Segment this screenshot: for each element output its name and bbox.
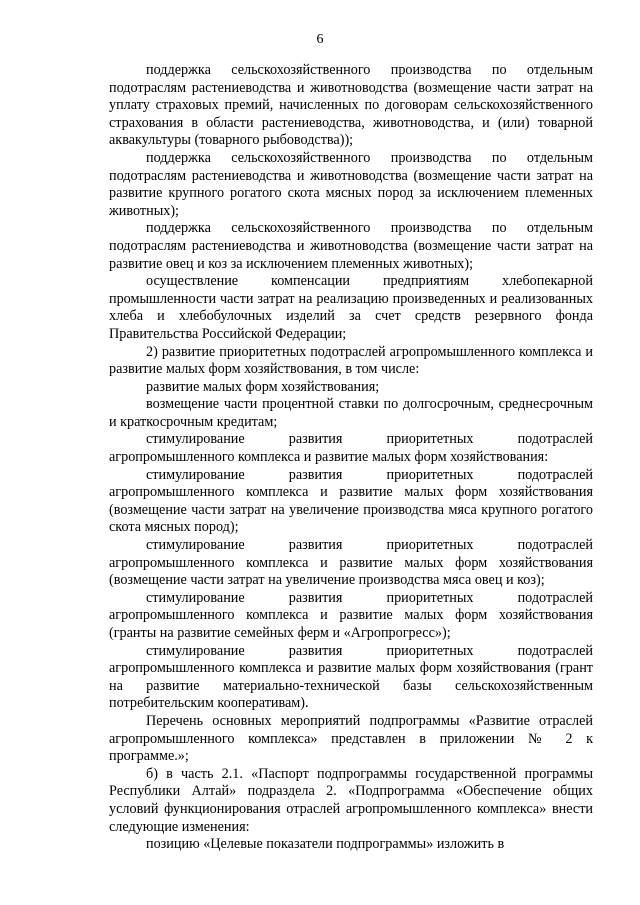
paragraph-stimulation-intro: стимулирование развития приоритетных подотраслей агропромышленного комплекса и развитие малых форм хозяйствования: (109, 431, 593, 466)
paragraph-interest-rate: возмещение части процентной ставки по долгосрочным, среднесрочным и краткосрочным кредитам; (109, 396, 593, 430)
document-body (109, 62, 593, 854)
paragraph-insurance-support: поддержка сельскохозяйственного производства по отдельным подотраслям растениеводства и животноводства (возмещение части затрат на уплату страховых премий, начисленных по договорам сельскохозяйственного страхования в области растениеводства, животноводства, и (или) товарной аквакультуры (товарного рыбоводства)); (109, 62, 593, 149)
paragraph-item-2: 2) развитие приоритетных подотраслей агропромышленного комплекса и развитие малых форм хозяйствования, в том числе: (109, 343, 593, 378)
paragraph-target-indicators: позицию «Целевые показатели подпрограммы» изложить в (146, 836, 505, 853)
paragraph-sheep-goat-support: поддержка сельскохозяйственного производства по отдельным подотраслям растениеводства и животноводства (возмещение части затрат на развитие овец и коз за исключением племенных животных); (109, 220, 593, 272)
paragraph-stimulation-cooperatives: стимулирование развития приоритетных подотраслей агропромышленного комплекса и развитие малых форм хозяйствования (грант на развитие материально-технической базы сельскохозяйственным потребительским кооперативам). (109, 642, 593, 712)
paragraph-stimulation-cattle-meat: стимулирование развития приоритетных подотраслей агропромышленного комплекса и развитие малых форм хозяйствования (возмещение части затрат на увеличение производства мяса крупного рогатого скота мясных пород); (109, 466, 593, 536)
paragraph-activities-list: Перечень основных мероприятий подпрограммы «Развитие отраслей агропромышленного комплекса» представлен в приложении № 2 к программе.»; (109, 712, 593, 765)
paragraph-cattle-support: поддержка сельскохозяйственного производства по отдельным подотраслям растениеводства и животноводства (возмещение части затрат на развитие крупного рогатого скота мясных пород за исключением племенных животных); (109, 149, 593, 219)
paragraph-stimulation-sheep-meat: стимулирование развития приоритетных подотраслей агропромышленного комплекса и развитие малых форм хозяйствования (возмещение части затрат на увеличение производства мяса овец и коз); (109, 537, 593, 589)
paragraph-small-farms: развитие малых форм хозяйствования; (146, 378, 380, 395)
page-number: 6 (316, 32, 324, 47)
paragraph-bakery-compensation: осуществление компенсации предприятиям хлебопекарной промышленности части затрат на реализацию произведенных и реализованных хлеба и хлебобулочных изделий за счет средств резервного фонда Правительства Российской Федерации; (109, 273, 593, 342)
paragraph-amendment-b: б) в часть 2.1. «Паспорт подпрограммы государственной программы Республики Алтай» подраздела 2. «Подпрограмма «Обеспечение общих условий функционирования отраслей агропромышленного комплекса» внести следующие изменения: (109, 765, 593, 835)
paragraph-stimulation-family-farms: стимулирование развития приоритетных подотраслей агропромышленного комплекса и развитие малых форм хозяйствования (гранты на развитие семейных ферм и «Агропрогресс»); (109, 589, 593, 641)
